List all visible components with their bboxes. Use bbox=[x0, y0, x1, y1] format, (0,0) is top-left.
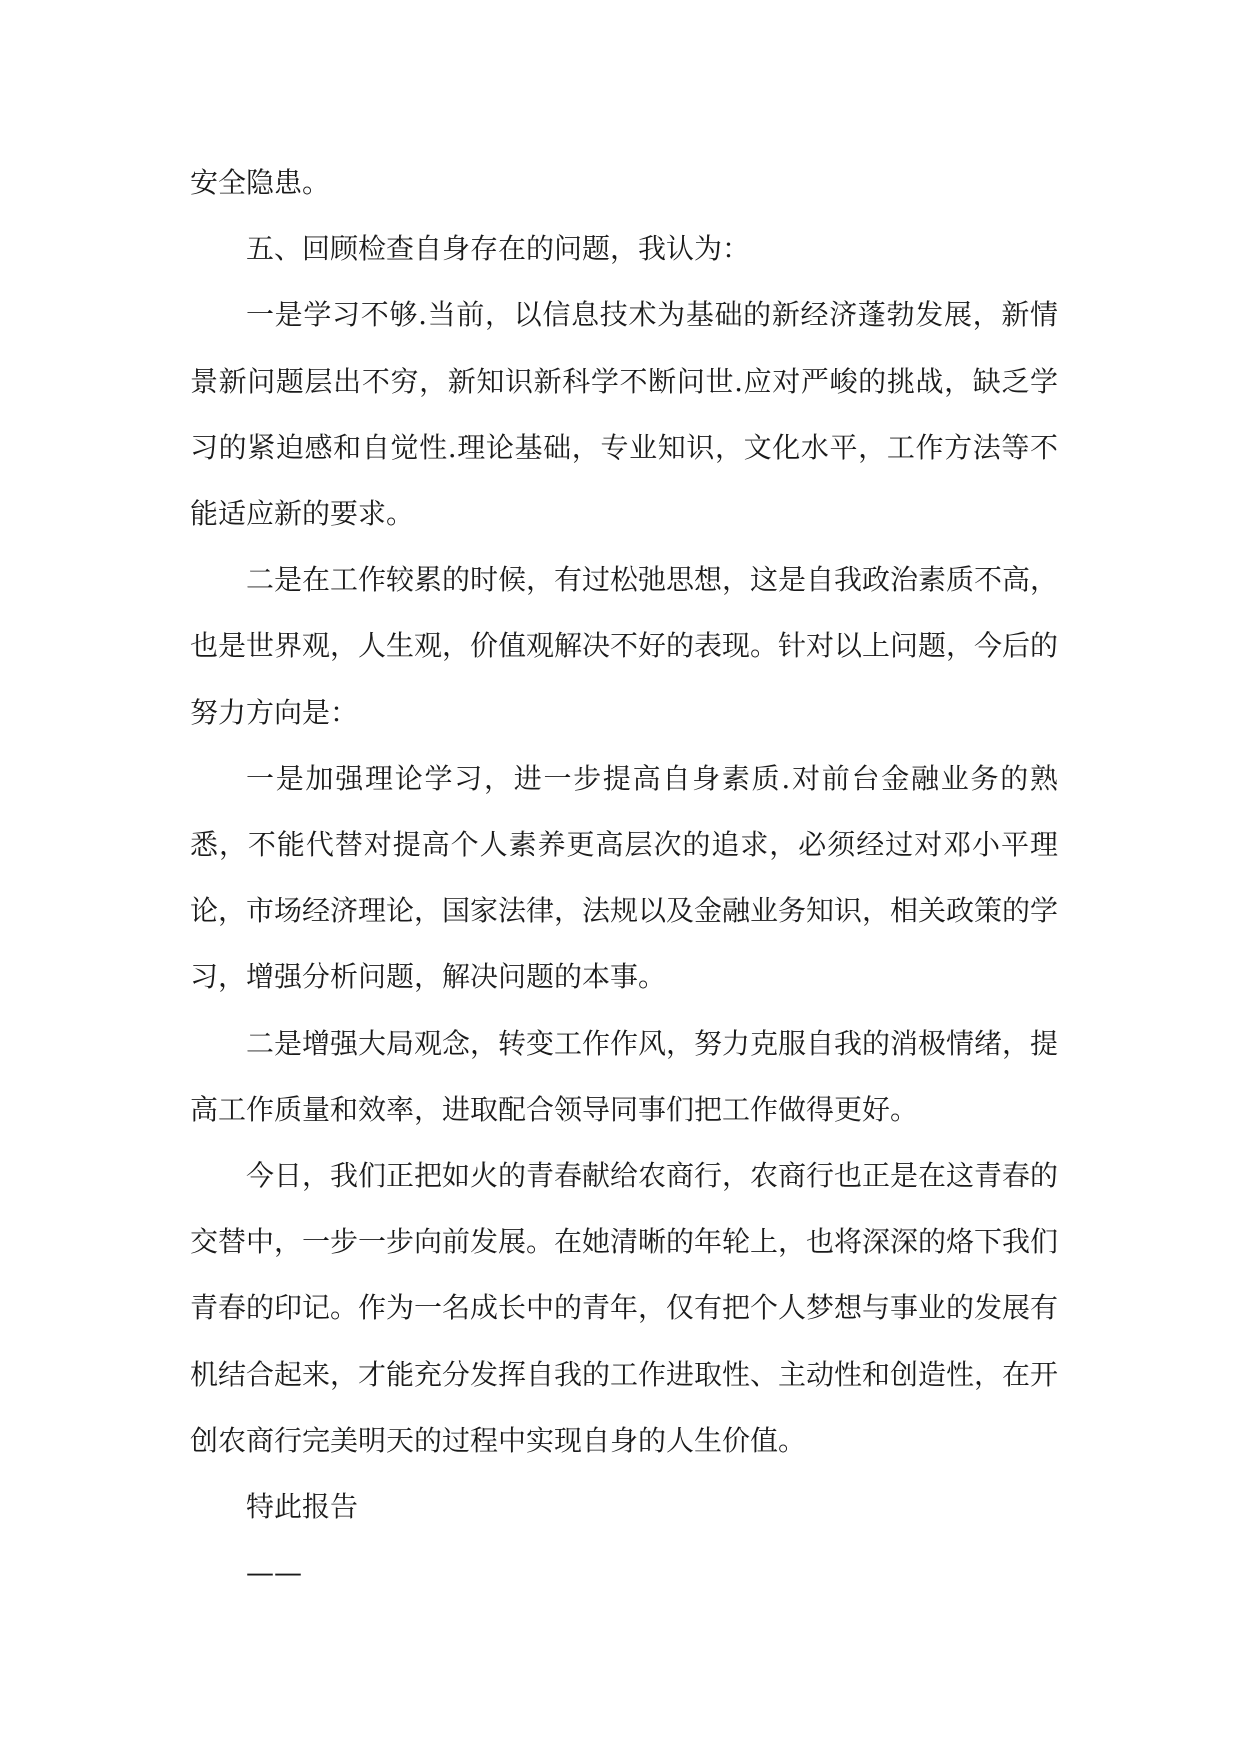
paragraph-conclusion: 今日，我们正把如火的青春献给农商行，农商行也正是在这青春的交替中，一步一步向前发展。在她清晰的年轮上，也将深深的烙下我们青春的印记。作为一名成长中的青年，仅有把个人梦想与事业的发展有机结合起来，才能充分发挥自我的工作进取性、主动性和创造性，在开创农商行完美明天的过程中实现自身的人生价值。 bbox=[190, 1159, 1059, 1457]
document-body bbox=[190, 150, 1058, 1606]
paragraph-continuation: 安全隐患。 bbox=[190, 166, 331, 199]
paragraph-direction-two: 二是增强大局观念，转变工作作风，努力克服自我的消极情绪，提高工作质量和效率，进取配合领导同事们把工作做得更好。 bbox=[190, 1026, 1059, 1126]
closing-phrase: 特此报告 bbox=[246, 1490, 359, 1524]
section-heading-five: 五、回顾检查自身存在的问题，我认为： bbox=[246, 232, 751, 266]
paragraph-direction-one: 一是加强理论学习，进一步提高自身素质.对前台金融业务的熟悉，不能代替对提高个人素养更高层次的追求，必须经过对邓小平理论，市场经济理论，国家法律，法规以及金融业务知识，相关政策的学习，增强分析问题，解决问题的本事。 bbox=[190, 761, 1059, 994]
paragraph-problem-one: 一是学习不够.当前，以信息技术为基础的新经济蓬勃发展，新情景新问题层出不穷，新知识新科学不断问世.应对严峻的挑战，缺乏学习的紧迫感和自觉性.理论基础，专业知识，文化水平，工作方法等不能适应新的要求。 bbox=[190, 298, 1058, 531]
closing-dash: —— bbox=[246, 1556, 302, 1590]
paragraph-problem-two: 二是在工作较累的时候，有过松弛思想，这是自我政治素质不高，也是世界观，人生观，价值观解决不好的表现。针对以上问题，今后的努力方向是： bbox=[190, 563, 1059, 729]
